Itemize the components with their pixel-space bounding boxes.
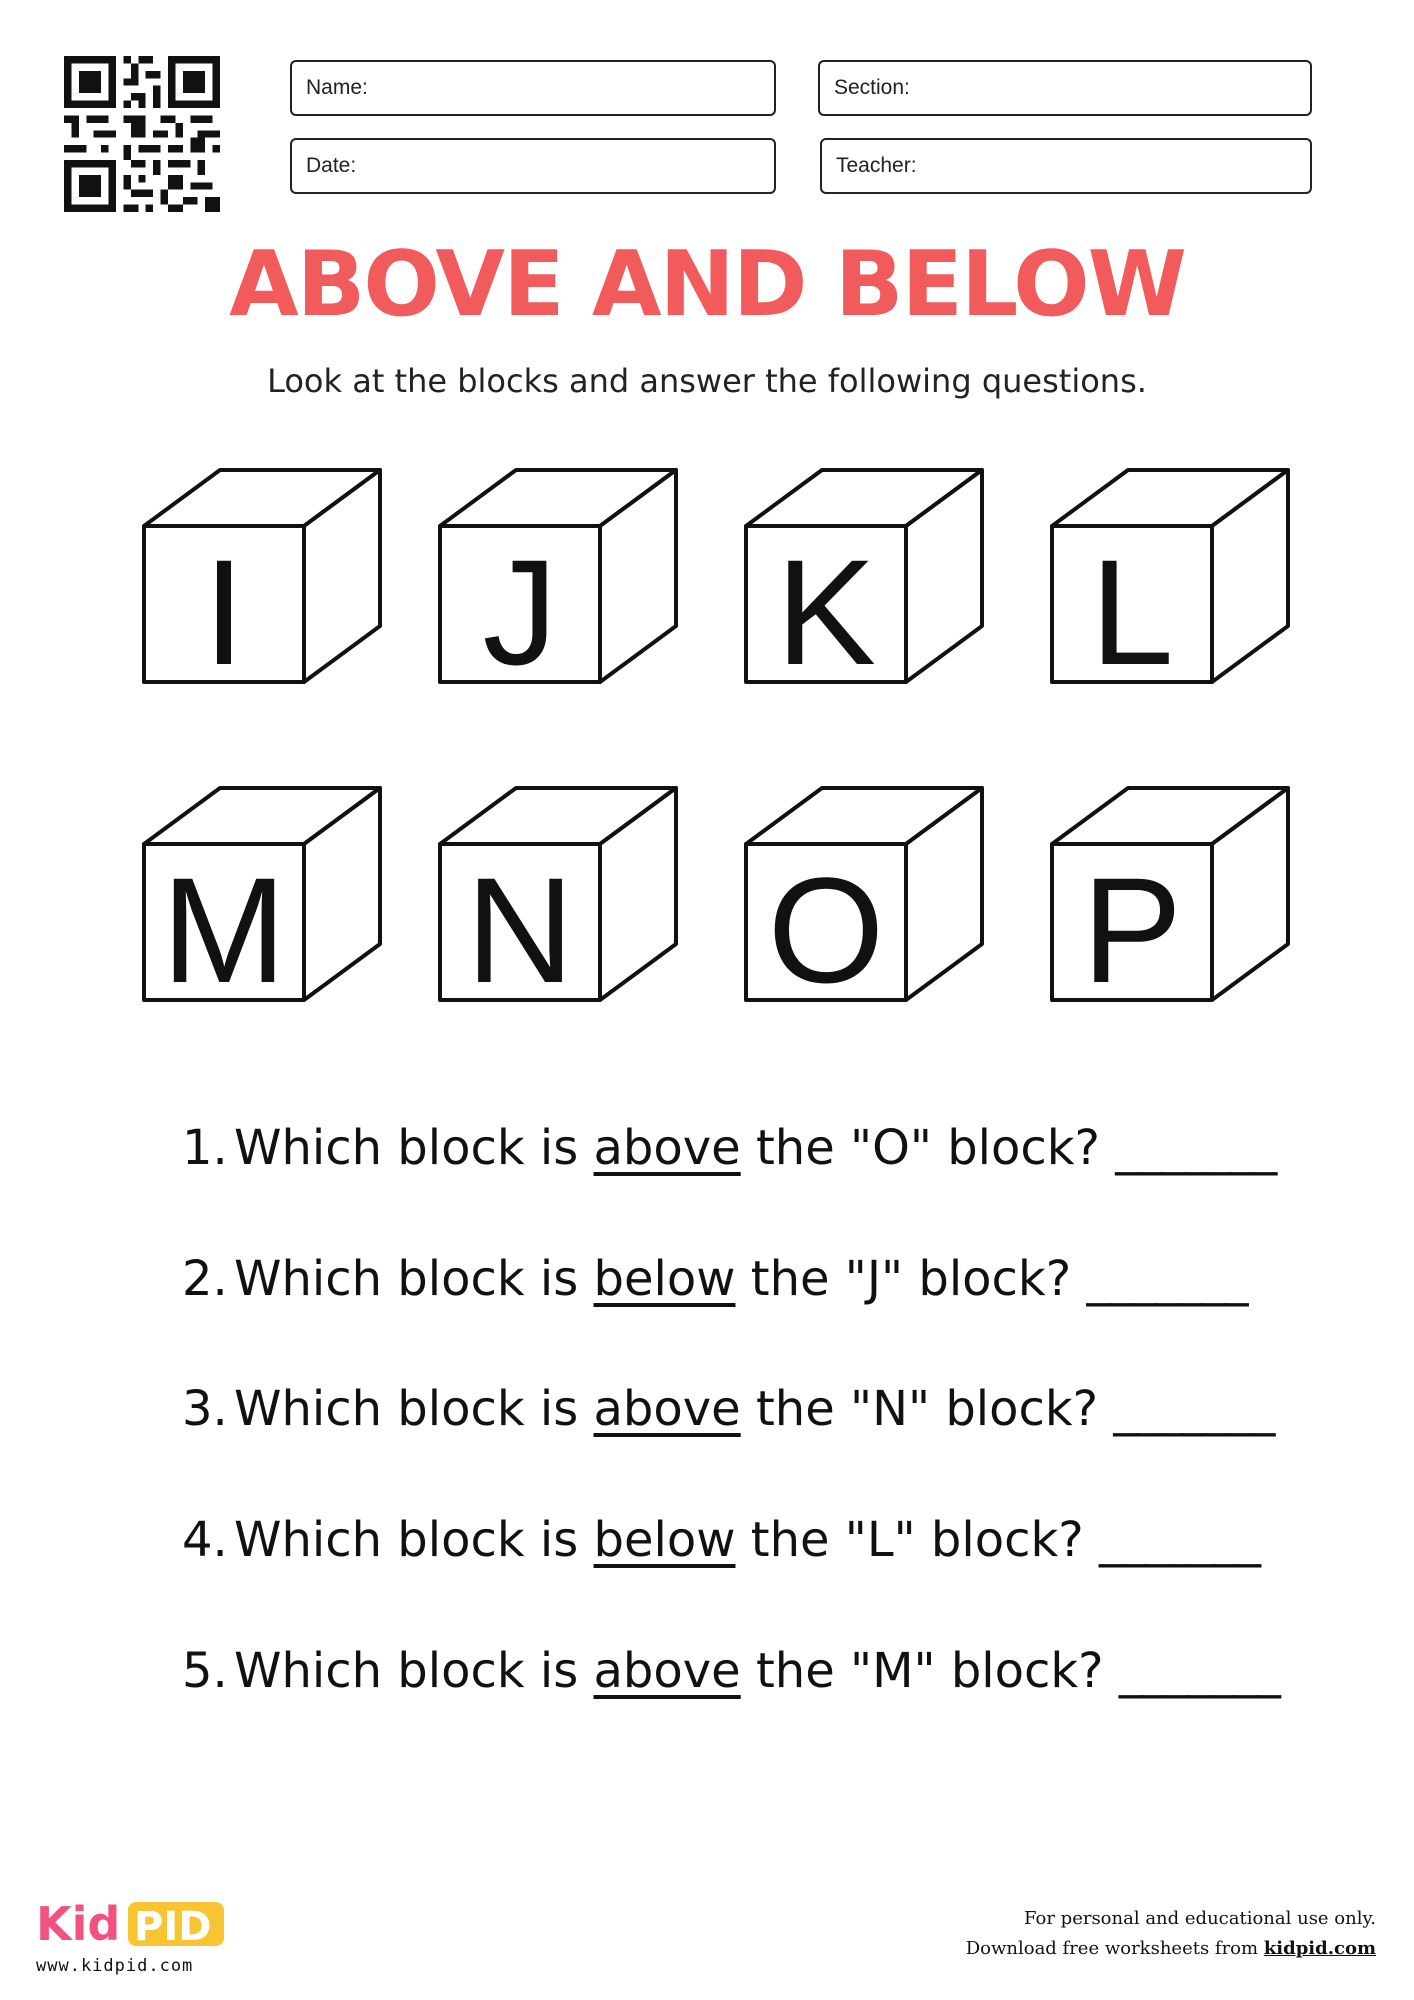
question-text: Which block is (234, 1120, 594, 1176)
answer-blank[interactable]: _______ (1086, 1251, 1248, 1307)
answer-blank[interactable]: _______ (1118, 1643, 1280, 1699)
block-k (746, 470, 982, 696)
question-number: 2. (182, 1251, 228, 1307)
question-text: Which block is (234, 1512, 594, 1568)
question-1 (182, 1120, 1276, 1176)
block-letter: N (465, 846, 575, 1014)
answer-blank[interactable]: _______ (1115, 1120, 1277, 1176)
question-number: 4. (182, 1512, 228, 1568)
block-i (144, 470, 380, 696)
block-letter: M (161, 846, 287, 1014)
question-4 (182, 1512, 1260, 1568)
block-letter: P (1081, 846, 1183, 1014)
block-letter: O (767, 846, 885, 1014)
question-text: the "L" block? (735, 1512, 1100, 1568)
footer-note-line2: Download free worksheets from (965, 1938, 1264, 1959)
question-number: 5. (182, 1643, 228, 1699)
kidpid-logo (36, 1898, 226, 1948)
answer-blank[interactable]: _______ (1099, 1512, 1261, 1568)
footer-link[interactable]: kidpid.com (1263, 1938, 1376, 1959)
footer-note (966, 1904, 1376, 1964)
question-number: 1. (182, 1120, 228, 1176)
block-n (440, 788, 676, 1014)
block-letter: K (775, 528, 877, 696)
question-keyword: below (593, 1251, 736, 1307)
question-3 (182, 1381, 1274, 1437)
block-l (1052, 470, 1288, 696)
block-letter: I (203, 528, 245, 696)
question-text: the "J" block? (735, 1251, 1087, 1307)
question-text: the "O" block? (740, 1120, 1116, 1176)
block-letter: L (1090, 528, 1174, 696)
question-text: the "N" block? (740, 1381, 1114, 1437)
instructions: Look at the blocks and answer the following questions. (267, 362, 1147, 400)
block-m (144, 788, 380, 1014)
website-url: www.kidpid.com (36, 1956, 194, 1976)
block-o (746, 788, 982, 1014)
question-text: Which block is (234, 1251, 594, 1307)
svg-text:Kid: Kid (36, 1898, 121, 1948)
question-number: 3. (182, 1381, 228, 1437)
footer-note-line1: For personal and educational use only. (1024, 1908, 1376, 1929)
question-text: Which block is (234, 1643, 594, 1699)
question-2 (182, 1251, 1247, 1307)
question-5 (182, 1643, 1280, 1699)
section-label: Section: (834, 76, 910, 99)
page-title: ABOVE AND BELOW (229, 232, 1185, 337)
teacher-label: Teacher: (836, 154, 917, 177)
question-keyword: above (593, 1643, 741, 1699)
date-label: Date: (306, 154, 357, 177)
name-label: Name: (306, 76, 368, 99)
question-keyword: below (593, 1512, 736, 1568)
svg-text:PID: PID (134, 1904, 212, 1948)
block-letter: J (482, 528, 558, 696)
question-keyword: above (593, 1381, 741, 1437)
question-text: the "M" block? (740, 1643, 1119, 1699)
question-text: Which block is (234, 1381, 594, 1437)
block-p (1052, 788, 1288, 1014)
block-j (440, 470, 676, 696)
answer-blank[interactable]: _______ (1113, 1381, 1275, 1437)
question-keyword: above (593, 1120, 741, 1176)
